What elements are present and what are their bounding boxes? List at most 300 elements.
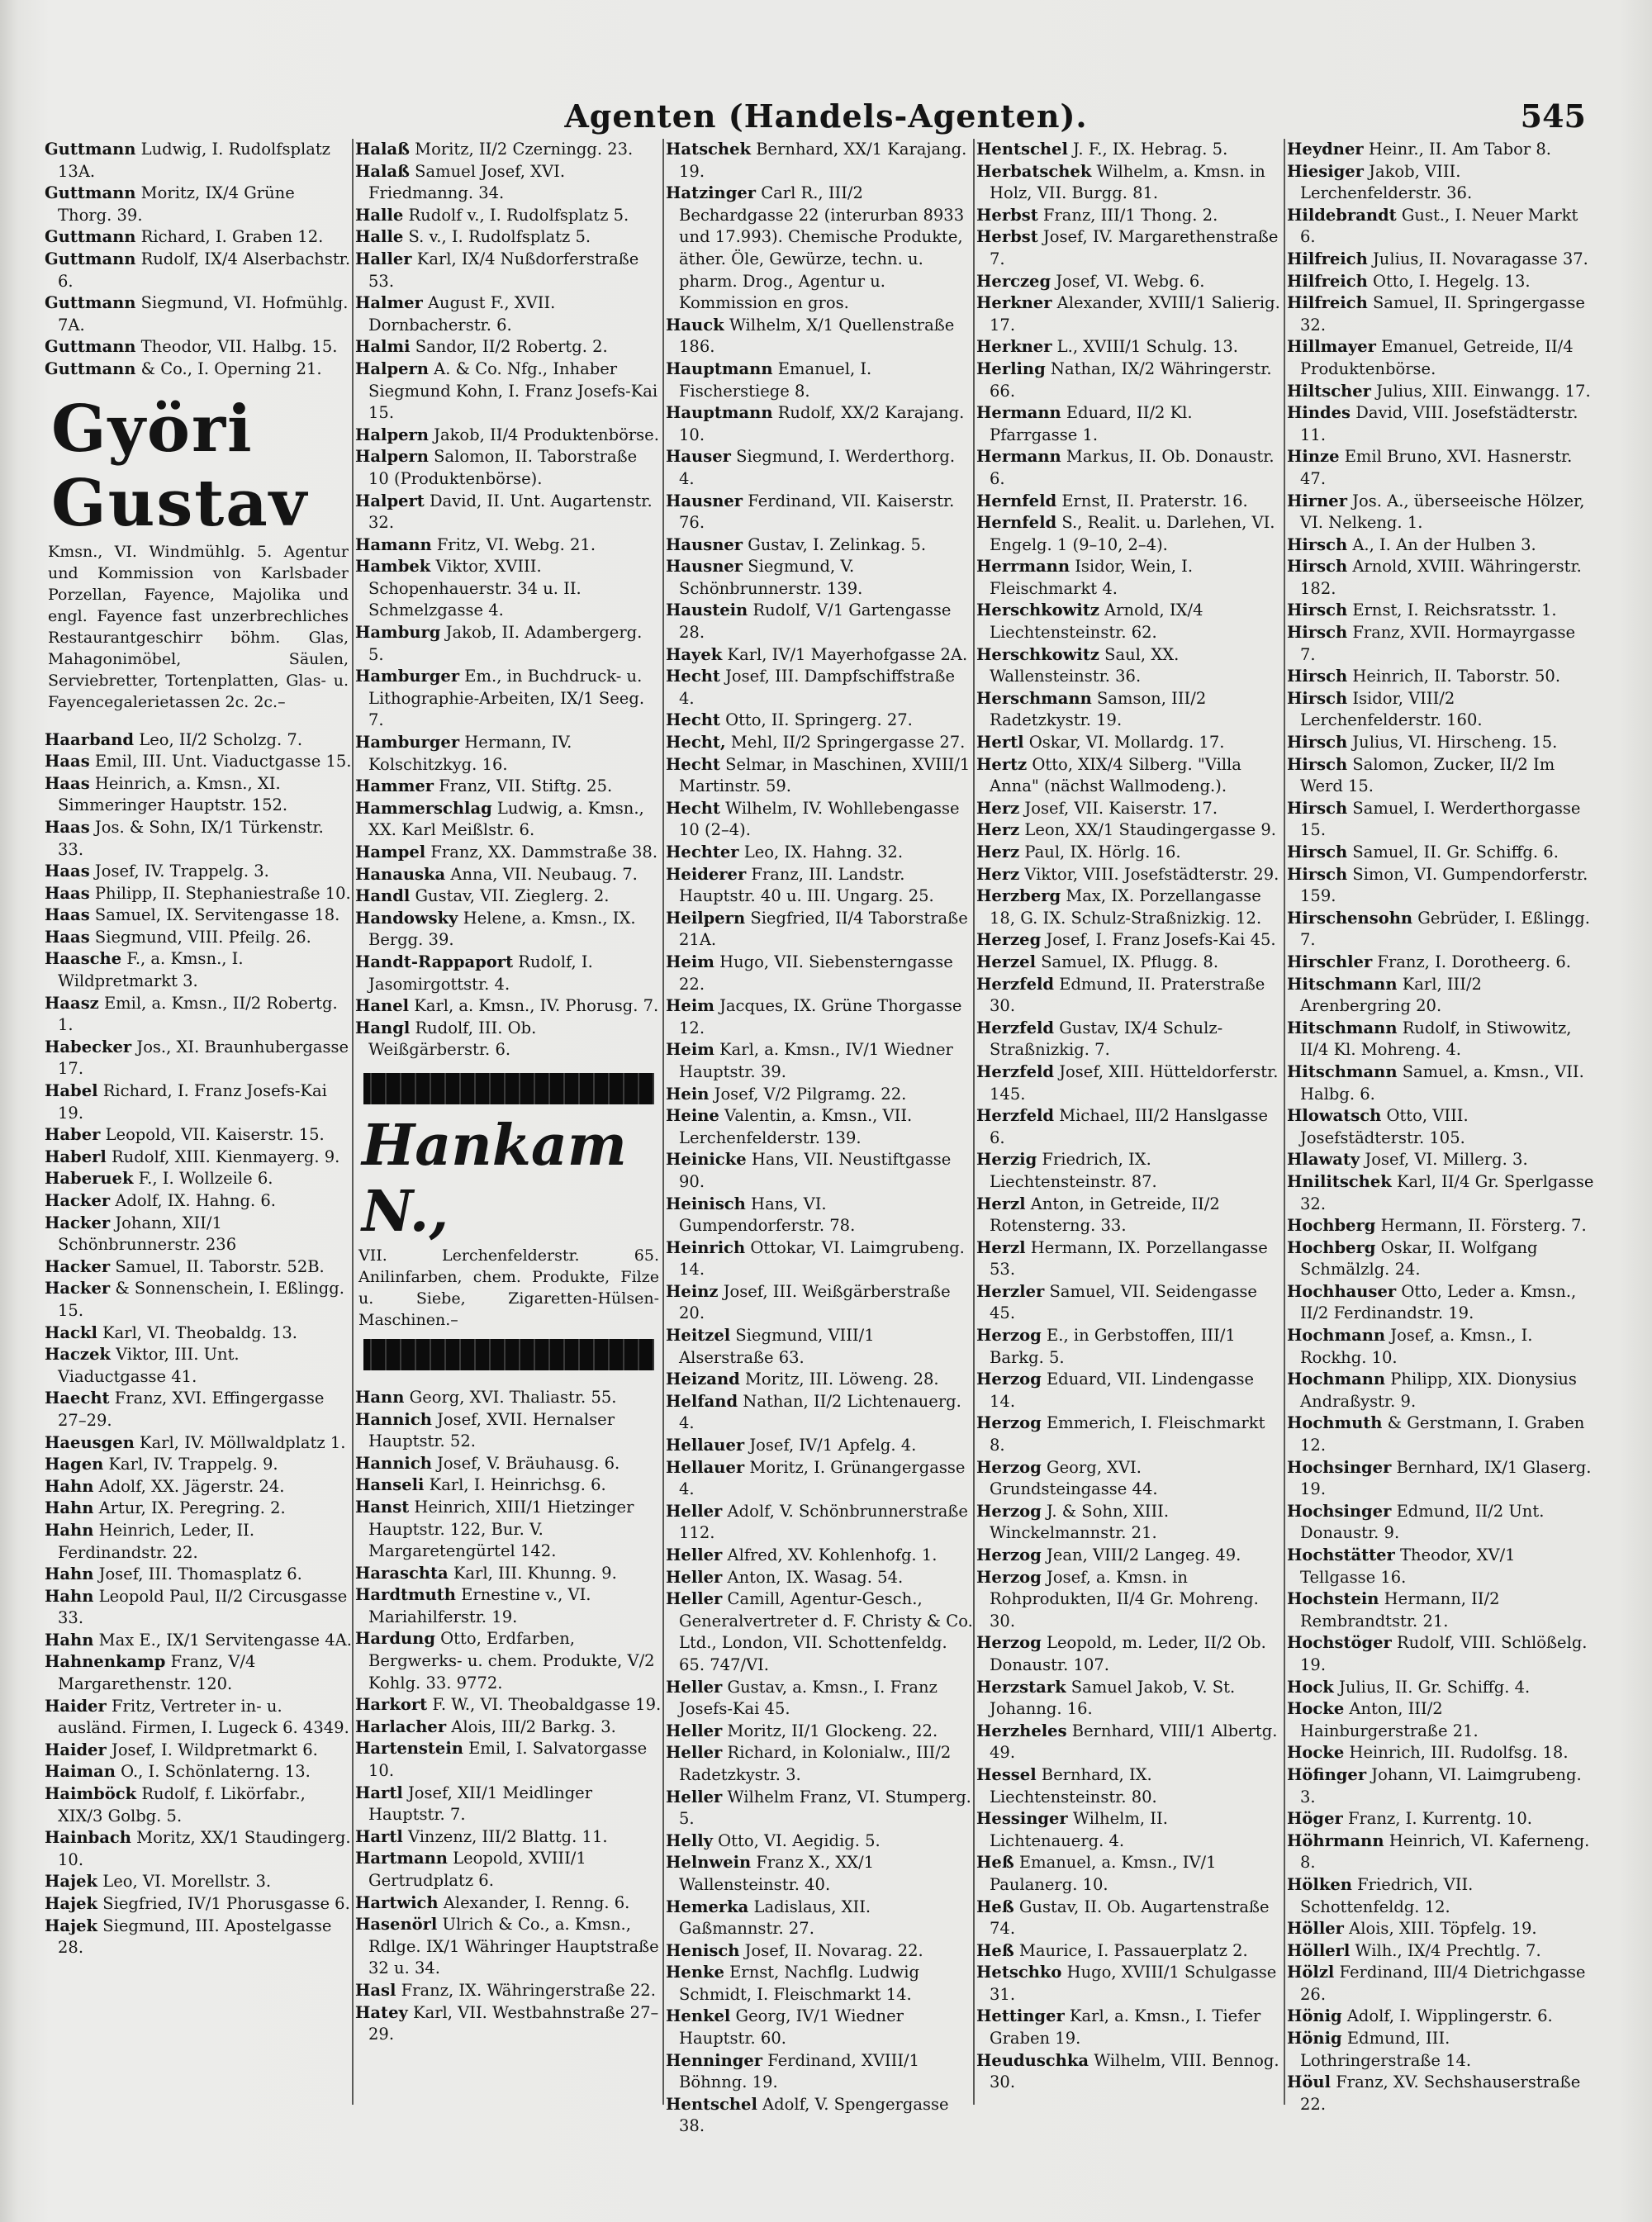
directory-entry: Hönig Edmund, III. Lothringerstraße 14. bbox=[1287, 2029, 1472, 2070]
directory-entry: Hiesiger Jakob, VIII. Lerchenfelderstr. 36. bbox=[1287, 161, 1473, 203]
entry-surname: Heß bbox=[976, 1940, 1014, 1960]
entry-surname: Hilfreich bbox=[1287, 271, 1368, 291]
entry-surname: Herzstark bbox=[976, 1677, 1066, 1697]
directory-entry: Hasl Franz, IX. Währingerstraße 22. bbox=[355, 1980, 656, 2000]
entry-surname: Hausner bbox=[666, 491, 743, 510]
entry-surname: Heim bbox=[666, 1040, 714, 1060]
entry-surname: Hiltscher bbox=[1287, 381, 1371, 401]
directory-entry: Hackl Karl, VI. Theobaldg. 13. bbox=[45, 1322, 297, 1342]
directory-entry: Heinrich Ottokar, VI. Laimgrubeng. 14. bbox=[666, 1237, 965, 1280]
entry-surname: Haller bbox=[355, 249, 412, 268]
directory-entry: Höhrmann Heinrich, VI. Kaferneng. 8. bbox=[1287, 1830, 1590, 1873]
entry-surname: Hilfreich bbox=[1287, 293, 1368, 313]
entry-surname: Guttmann bbox=[45, 358, 136, 378]
directory-entry: Haeusgen Karl, IV. Möllwaldplatz 1. bbox=[45, 1432, 346, 1452]
directory-entry: Hirsch Franz, XVII. Hormayrgasse 7. bbox=[1287, 623, 1575, 664]
entry-surname: Hetschko bbox=[976, 1963, 1062, 1982]
entry-surname: Hanseli bbox=[355, 1475, 425, 1495]
directory-entry: Hirner Jos. A., überseeische Hölzer, VI. Nelkeng. 1. bbox=[1287, 491, 1585, 533]
directory-entry: Hecht Selmar, in Maschinen, XVIII/1 Martinstr. 59. bbox=[666, 754, 971, 796]
entry-surname: Hammer bbox=[355, 776, 434, 796]
directory-entry: Haberuek F., I. Wollzeile 6. bbox=[45, 1169, 273, 1189]
directory-entry: Heller Alfred, XV. Kohlenhofg. 1. bbox=[666, 1545, 938, 1564]
entry-surname: Herzfeld bbox=[976, 1018, 1055, 1037]
entry-surname: Heß bbox=[976, 1897, 1014, 1916]
directory-entry: Hacker Adolf, IX. Hahng. 6. bbox=[45, 1191, 276, 1210]
directory-entry: Henkel Georg, IV/1 Wiedner Hauptstr. 60. bbox=[666, 2006, 904, 2049]
entry-surname: Hertz bbox=[976, 754, 1028, 774]
directory-entry: Hellauer Moritz, I. Grünangergasse 4. bbox=[666, 1457, 966, 1499]
advertisement-text: Kmsn., VI. Windmühlg. 5. Agentur und Kommission von Karlsbader Porzellan, Fayence, Majolika und engl. Fayence fast unzerbrechliches Restaurantgeschirr böhm. Glas, Mahagonimöbel, Säulen, Serviebretter, Tortenplatten, Glas- u. Fayencegalerietassen 2c. 2c.– bbox=[48, 542, 349, 711]
entry-surname: Hasl bbox=[355, 1980, 396, 2000]
entry-surname: Herzberg bbox=[976, 886, 1061, 906]
entry-surname: Herkner bbox=[976, 293, 1052, 313]
directory-entry: Hertz Otto, XIX/4 Silberg. "Villa Anna" (nächst Wallmodeng.). bbox=[976, 754, 1241, 796]
directory-entry: Hellauer Josef, IV/1 Apfelg. 4. bbox=[666, 1436, 917, 1455]
entry-surname: Hernfeld bbox=[976, 491, 1057, 510]
entry-surname: Hirsch bbox=[1287, 864, 1348, 884]
directory-entry: Hochhauser Otto, Leder a. Kmsn., II/2 Ferdinandstr. 19. bbox=[1287, 1281, 1577, 1323]
entry-surname: Herbst bbox=[976, 227, 1038, 247]
entry-surname: Hirsch bbox=[1287, 601, 1348, 620]
directory-entry: Hochstöger Rudolf, VIII. Schlößelg. 19. bbox=[1287, 1633, 1588, 1674]
directory-entry: Guttmann & Co., I. Operning 21. bbox=[45, 358, 322, 378]
directory-entry: Hangl Rudolf, III. Ob. Weißgärberstr. 6. bbox=[355, 1018, 537, 1060]
entry-surname: Herzog bbox=[976, 1326, 1042, 1346]
entry-surname: Hirsch bbox=[1287, 623, 1348, 643]
entry-surname: Hanst bbox=[355, 1497, 410, 1517]
entry-surname: Hellauer bbox=[666, 1457, 745, 1477]
directory-entry: Hermann Markus, II. Ob. Donaustr. 6. bbox=[976, 447, 1275, 488]
directory-entry: Hocke Heinrich, III. Rudolfsg. 18. bbox=[1287, 1743, 1569, 1763]
directory-entry: Guttmann Theodor, VII. Halbg. 15. bbox=[45, 337, 338, 357]
entry-surname: Hannich bbox=[355, 1453, 432, 1473]
directory-entry: Hochsinger Bernhard, IX/1 Glaserg. 19. bbox=[1287, 1457, 1592, 1499]
entry-surname: Höhrmann bbox=[1287, 1830, 1384, 1850]
advertisement-text: VII. Lerchenfelderstr. 65. Anilinfarben, chem. Produkte, Filze u. Siebe, Zigaretten-Hülsen-Maschinen.– bbox=[358, 1246, 659, 1329]
directory-entry: Haarband Leo, II/2 Scholzg. 7. bbox=[45, 729, 303, 749]
directory-entry: Herz Viktor, VIII. Josefstädterstr. 29. bbox=[976, 864, 1279, 884]
directory-entry: Hamburg Jakob, II. Adambergerg. 5. bbox=[355, 623, 643, 664]
directory-entry: Heller Richard, in Kolonialw., III/2 Radetzkystr. 3. bbox=[666, 1743, 952, 1784]
directory-entry: Haecht Franz, XVI. Effingergasse 27–29. bbox=[45, 1389, 325, 1430]
entry-surname: Herzler bbox=[976, 1281, 1045, 1301]
directory-entry: Hamann Fritz, VI. Webg. 21. bbox=[355, 534, 596, 554]
directory-entry: Hirsch Arnold, XVIII. Währingerstr. 182. bbox=[1287, 557, 1582, 598]
directory-entry: Heller Gustav, a. Kmsn., I. Franz Josefs-Kai 45. bbox=[666, 1677, 938, 1719]
directory-entry: Hochstein Hermann, II/2 Rembrandtstr. 21. bbox=[1287, 1589, 1500, 1631]
directory-entry: Hayek Karl, IV/1 Mayerhofgasse 2A. bbox=[666, 644, 968, 664]
directory-entry: Hagen Karl, IV. Trappelg. 9. bbox=[45, 1455, 278, 1474]
entry-surname: Hessel bbox=[976, 1764, 1037, 1784]
directory-entry: Herzog Jean, VIII/2 Langeg. 49. bbox=[976, 1545, 1241, 1564]
entry-surname: Heinz bbox=[666, 1281, 719, 1301]
directory-entry: Hölken Friedrich, VII. Schottenfeldg. 12. bbox=[1287, 1874, 1474, 1916]
directory-entry: Hahn Leopold Paul, II/2 Circusgasse 33. bbox=[45, 1586, 348, 1628]
directory-entry: Herzl Anton, in Getreide, II/2 Rotensterng. 33. bbox=[976, 1194, 1220, 1236]
entry-surname: Haimböck bbox=[45, 1784, 137, 1804]
directory-entry: Heine Valentin, a. Kmsn., VII. Lerchenfelderstr. 139. bbox=[666, 1106, 913, 1147]
directory-entry: Hock Julius, II. Gr. Schiffg. 4. bbox=[1287, 1677, 1531, 1697]
directory-entry: Hilfreich Otto, I. Hegelg. 13. bbox=[1287, 271, 1531, 291]
entry-surname: Hochsinger bbox=[1287, 1457, 1392, 1477]
entry-surname: Guttmann bbox=[45, 337, 136, 357]
directory-entry: Haraschta Karl, III. Khunng. 9. bbox=[355, 1563, 617, 1583]
entry-surname: Herzog bbox=[976, 1457, 1042, 1477]
directory-entry: Heß Maurice, I. Passauerplatz 2. bbox=[976, 1940, 1248, 1960]
entry-surname: Heller bbox=[666, 1677, 723, 1697]
directory-entry: Heller Wilhelm Franz, VI. Stumperg. 5. bbox=[666, 1787, 971, 1829]
entry-surname: Herschkowitz bbox=[976, 644, 1099, 664]
entry-surname: Hirsch bbox=[1287, 688, 1348, 708]
directory-entry: Herkner Alexander, XVIII/1 Salierig. 17. bbox=[976, 293, 1280, 335]
directory-entry: Hillmayer Emanuel, Getreide, II/4 Produktenbörse. bbox=[1287, 337, 1574, 378]
advertisement-block bbox=[48, 392, 349, 713]
entry-surname: Haasche bbox=[45, 949, 122, 969]
directory-entry: Halmer August F., XVII. Dornbacherstr. 6. bbox=[355, 293, 556, 335]
entry-surname: Hildebrandt bbox=[1287, 205, 1397, 225]
directory-entry: Hausner Ferdinand, VII. Kaiserstr. 76. bbox=[666, 491, 955, 533]
directory-entry: Heinz Josef, III. Weißgärberstraße 20. bbox=[666, 1281, 951, 1323]
entry-surname: Guttmann bbox=[45, 249, 136, 268]
entry-surname: Hanauska bbox=[355, 864, 446, 884]
directory-entry: Hasenörl Ulrich & Co., a. Kmsn., Rdlge. IX/1 Währinger Hauptstraße 32 u. 34. bbox=[355, 1915, 659, 1978]
entry-surname: Hangl bbox=[355, 1018, 411, 1037]
entry-surname: Hentschel bbox=[666, 2094, 757, 2114]
directory-entry: Hirsch Julius, VI. Hirscheng. 15. bbox=[1287, 733, 1558, 753]
directory-entry: Hartwich Alexander, I. Renng. 6. bbox=[355, 1892, 630, 1912]
ornament-bar bbox=[363, 1073, 654, 1104]
directory-entry: Guttmann Moritz, IX/4 Grüne Thorg. 39. bbox=[45, 183, 295, 225]
directory-entry: Guttmann Richard, I. Graben 12. bbox=[45, 227, 324, 247]
entry-surname: Hiesiger bbox=[1287, 161, 1364, 181]
directory-entry: Heizand Moritz, III. Löweng. 28. bbox=[666, 1370, 939, 1389]
directory-entry: Haasz Emil, a. Kmsn., II/2 Robertg. 1. bbox=[45, 993, 338, 1035]
directory-entry: Höul Franz, XV. Sechshauserstraße 22. bbox=[1287, 2072, 1581, 2114]
entry-surname: Herzig bbox=[976, 1150, 1037, 1170]
entry-surname: Hacker bbox=[45, 1256, 111, 1276]
entry-surname: Hambek bbox=[355, 557, 431, 577]
entry-surname: Heiderer bbox=[666, 864, 747, 884]
entry-surname: Höger bbox=[1287, 1809, 1343, 1829]
directory-entry: Hetschko Hugo, XVIII/1 Schulgasse 31. bbox=[976, 1963, 1277, 2004]
entry-surname: Hacker bbox=[45, 1191, 111, 1210]
entry-surname: Hocke bbox=[1287, 1743, 1345, 1763]
entry-surname: Höfinger bbox=[1287, 1764, 1367, 1784]
directory-entry: Hinze Emil Bruno, XVI. Hasnerstr. 47. bbox=[1287, 447, 1573, 488]
entry-surname: Henninger bbox=[666, 2050, 763, 2070]
advertisement-name: Györi Gustav bbox=[51, 391, 309, 541]
directory-entry: Heß Emanuel, a. Kmsn., IV/1 Paulanerg. 10. bbox=[976, 1853, 1217, 1894]
entry-surname: Hirsch bbox=[1287, 534, 1348, 554]
directory-entry: Herz Leon, XX/1 Staudingergasse 9. bbox=[976, 820, 1276, 840]
entry-surname: Herzfeld bbox=[976, 974, 1055, 994]
directory-entry: Halpern Jakob, II/4 Produktenbörse. bbox=[355, 425, 659, 444]
entry-surname: Hilfreich bbox=[1287, 249, 1368, 268]
directory-entry: Hilfreich Julius, II. Novaragasse 37. bbox=[1287, 249, 1588, 268]
entry-surname: Hellauer bbox=[666, 1436, 745, 1455]
directory-entry: Hemerka Ladislaus, XII. Gaßmannstr. 27. bbox=[666, 1897, 871, 1939]
entry-surname: Herzog bbox=[976, 1413, 1042, 1433]
entry-surname: Herzl bbox=[976, 1194, 1026, 1213]
entry-surname: Haberl bbox=[45, 1147, 107, 1166]
entry-surname: Hochstein bbox=[1287, 1589, 1379, 1609]
entry-surname: Herbst bbox=[976, 205, 1038, 225]
directory-entry: Herling Nathan, IX/2 Währingerstr. 66. bbox=[976, 358, 1272, 401]
entry-surname: Hessinger bbox=[976, 1809, 1068, 1829]
entry-surname: Haas bbox=[45, 883, 90, 903]
directory-entry: Hajek Siegfried, IV/1 Phorusgasse 6. bbox=[45, 1894, 350, 1913]
entry-surname: Herrmann bbox=[976, 557, 1070, 577]
directory-entry: Hochberg Oskar, II. Wolfgang Schmälzlg. 24. bbox=[1287, 1237, 1538, 1280]
entry-surname: Hampel bbox=[355, 843, 426, 862]
entry-surname: Hinze bbox=[1287, 447, 1340, 467]
directory-entry: Herbst Josef, IV. Margarethenstraße 7. bbox=[976, 227, 1279, 268]
entry-surname: Heuduschka bbox=[976, 2050, 1089, 2070]
directory-entry: Hildebrandt Gust., I. Neuer Markt 6. bbox=[1287, 205, 1578, 247]
entry-surname: Heller bbox=[666, 1567, 723, 1587]
entry-surname: Hackl bbox=[45, 1322, 97, 1342]
entry-surname: Guttmann bbox=[45, 227, 136, 247]
directory-entry: Halpert David, II. Unt. Augartenstr. 32. bbox=[355, 491, 653, 533]
directory-entry: Herzfeld Edmund, II. Praterstraße 30. bbox=[976, 974, 1265, 1016]
entry-surname: Hentschel bbox=[976, 140, 1068, 159]
entry-surname: Heinicke bbox=[666, 1150, 747, 1170]
entry-surname: Hermann bbox=[976, 403, 1061, 423]
entry-surname: Harkort bbox=[355, 1695, 428, 1715]
directory-entry: Herzog Emmerich, I. Fleischmarkt 8. bbox=[976, 1413, 1265, 1455]
directory-entry: Habecker Jos., XI. Braunhubergasse 17. bbox=[45, 1037, 349, 1079]
entry-surname: Hamann bbox=[355, 534, 432, 554]
entry-surname: Guttmann bbox=[45, 140, 136, 159]
entry-surname: Haraschta bbox=[355, 1563, 449, 1583]
entry-surname: Hahn bbox=[45, 1476, 94, 1496]
entry-surname: Herzog bbox=[976, 1501, 1042, 1521]
entry-surname: Hölken bbox=[1287, 1874, 1352, 1894]
entry-surname: Herzog bbox=[976, 1567, 1042, 1587]
entry-surname: Helly bbox=[666, 1830, 713, 1850]
directory-entry: Hann Georg, XVI. Thaliastr. 55. bbox=[355, 1387, 617, 1407]
entry-surname: Halpern bbox=[355, 425, 429, 444]
entry-surname: Hirschler bbox=[1287, 952, 1373, 971]
directory-entry: Hahn Max E., IX/1 Servitengasse 4A. bbox=[45, 1630, 352, 1650]
directory-entry: Hindes David, VIII. Josefstädterstr. 11. bbox=[1287, 403, 1578, 444]
directory-entry: Heitzel Siegmund, VIII/1 Alserstraße 63. bbox=[666, 1326, 875, 1367]
directory-entry: Herzfeld Josef, XIII. Hütteldorferstr. 145. bbox=[976, 1061, 1279, 1104]
entry-surname: Henkel bbox=[666, 2006, 731, 2026]
entry-surname: Hochberg bbox=[1287, 1237, 1376, 1257]
entry-surname: Hitschmann bbox=[1287, 1061, 1398, 1081]
directory-entry: Hirsch Samuel, I. Werderthorgasse 15. bbox=[1287, 798, 1581, 840]
directory-entry: Harlacher Alois, III/2 Barkg. 3. bbox=[355, 1716, 616, 1736]
entry-surname: Hitschmann bbox=[1287, 974, 1398, 994]
entry-surname: Halaß bbox=[355, 161, 410, 181]
directory-entry: Herz Paul, IX. Hörlg. 16. bbox=[976, 843, 1181, 862]
entry-surname: Herz bbox=[976, 820, 1020, 840]
directory-entry: Hermann Eduard, II/2 Kl. Pfarrgasse 1. bbox=[976, 403, 1193, 444]
entry-surname: Hannich bbox=[355, 1409, 432, 1429]
directory-entry: Hahn Artur, IX. Peregring. 2. bbox=[45, 1498, 286, 1518]
entry-surname: Hahn bbox=[45, 1498, 94, 1518]
entry-surname: Herz bbox=[976, 843, 1020, 862]
directory-entry: Hitschmann Karl, III/2 Arenbergring 20. bbox=[1287, 974, 1482, 1016]
directory-entry: Hentschel Adolf, V. Spengergasse 38. bbox=[666, 2094, 949, 2136]
entry-surname: Hauptmann bbox=[666, 403, 773, 423]
entry-surname: Hayek bbox=[666, 644, 723, 664]
entry-surname: Hillmayer bbox=[1287, 337, 1376, 357]
entry-surname: Hirsch bbox=[1287, 667, 1348, 686]
entry-surname: Guttmann bbox=[45, 183, 136, 203]
entry-surname: Haider bbox=[45, 1740, 107, 1759]
entry-surname: Hein bbox=[666, 1084, 710, 1104]
entry-surname: Halpern bbox=[355, 358, 429, 378]
entry-surname: Heydner bbox=[1287, 140, 1364, 159]
entry-surname: Haeusgen bbox=[45, 1432, 135, 1452]
directory-entry: Halmi Sandor, II/2 Robertg. 2. bbox=[355, 337, 608, 357]
entry-surname: Haustein bbox=[666, 601, 748, 620]
entry-surname: Hirsch bbox=[1287, 754, 1348, 774]
directory-entry: Herbst Franz, III/1 Thong. 2. bbox=[976, 205, 1218, 225]
directory-entry: Herzfeld Michael, III/2 Hanslgasse 6. bbox=[976, 1106, 1269, 1147]
directory-entry: Hacker & Sonnenschein, I. Eßlingg. 15. bbox=[45, 1279, 344, 1320]
directory-entry: Hecht Josef, III. Dampfschiffstraße 4. bbox=[666, 667, 956, 708]
directory-entry: Hahn Adolf, XX. Jägerstr. 24. bbox=[45, 1476, 285, 1496]
directory-entry: Hajek Leo, VI. Morellstr. 3. bbox=[45, 1872, 272, 1892]
entry-surname: Hochstätter bbox=[1287, 1545, 1395, 1564]
directory-entry: Haustein Rudolf, V/1 Gartengasse 28. bbox=[666, 601, 952, 643]
entry-surname: Heller bbox=[666, 1787, 723, 1807]
directory-entry: Handt-Rappaport Rudolf, I. Jasomirgottstr. 4. bbox=[355, 952, 593, 994]
directory-entry: Hahnenkamp Franz, V/4 Margarethenstr. 120. bbox=[45, 1652, 256, 1694]
entry-surname: Heim bbox=[666, 996, 714, 1016]
entry-surname: Hahn bbox=[45, 1586, 94, 1606]
entry-surname: Hernfeld bbox=[976, 513, 1057, 533]
directory-entry: Hecht Otto, II. Springerg. 27. bbox=[666, 710, 913, 730]
directory-entry: Haas Philipp, II. Stephaniestraße 10. bbox=[45, 883, 351, 903]
directory-entry: Hardung Otto, Erdfarben, Bergwerks- u. chem. Produkte, V/2 Kohlg. 33. 9772. bbox=[355, 1629, 655, 1693]
entry-surname: Haas bbox=[45, 862, 90, 881]
directory-entry: Hecht, Mehl, II/2 Springergasse 27. bbox=[666, 733, 966, 753]
entry-surname: Halpern bbox=[355, 447, 429, 467]
entry-surname: Habel bbox=[45, 1081, 98, 1101]
directory-entry: Hartl Josef, XII/1 Meidlinger Hauptstr. 7. bbox=[355, 1783, 593, 1825]
entry-surname: Hahnenkamp bbox=[45, 1652, 166, 1672]
entry-surname: Haberuek bbox=[45, 1169, 134, 1189]
directory-entry: Guttmann Rudolf, IX/4 Alserbachstr. 6. bbox=[45, 249, 351, 291]
entry-surname: Hocke bbox=[1287, 1699, 1345, 1719]
entry-surname: Herz bbox=[976, 798, 1020, 818]
entry-surname: Hajek bbox=[45, 1916, 98, 1935]
entry-surname: Hindes bbox=[1287, 403, 1351, 423]
entry-surname: Heinisch bbox=[666, 1194, 746, 1213]
directory-entry: Hernfeld Ernst, II. Praterstr. 16. bbox=[976, 491, 1248, 510]
entry-surname: Hausner bbox=[666, 557, 743, 577]
entry-surname: Heitzel bbox=[666, 1326, 731, 1346]
page-number: 545 bbox=[1520, 97, 1586, 135]
directory-entry: Herzstark Samuel Jakob, V. St. Johanng. 16. bbox=[976, 1677, 1236, 1719]
directory-entry: Hnilitschek Karl, II/4 Gr. Sperlgasse 32. bbox=[1287, 1171, 1594, 1213]
entry-surname: Habecker bbox=[45, 1037, 132, 1056]
directory-entry: Haas Jos. & Sohn, IX/1 Türkenstr. 33. bbox=[45, 817, 324, 859]
directory-entry: Höfinger Johann, VI. Laimgrubeng. 3. bbox=[1287, 1764, 1582, 1807]
entry-surname: Herbatschek bbox=[976, 161, 1092, 181]
entry-surname: Heller bbox=[666, 1589, 723, 1609]
entry-surname: Hauser bbox=[666, 447, 731, 467]
entry-surname: Handowsky bbox=[355, 908, 458, 928]
entry-surname: Hlawaty bbox=[1287, 1150, 1360, 1170]
entry-surname: Halmi bbox=[355, 337, 411, 357]
entry-surname: Hagen bbox=[45, 1455, 104, 1474]
directory-entry: Halle Rudolf v., I. Rudolfsplatz 5. bbox=[355, 205, 629, 225]
entry-surname: Hecht bbox=[666, 667, 720, 686]
directory-entry: Herbatschek Wilhelm, a. Kmsn. in Holz, VII. Burgg. 81. bbox=[976, 161, 1265, 203]
entry-surname: Harlacher bbox=[355, 1716, 447, 1736]
directory-entry: Hochstätter Theodor, XV/1 Tellgasse 16. bbox=[1287, 1545, 1516, 1587]
entry-surname: Guttmann bbox=[45, 293, 136, 313]
entry-surname: Hölzl bbox=[1287, 1963, 1335, 1982]
entry-surname: Höul bbox=[1287, 2072, 1332, 2092]
directory-entry: Harkort F. W., VI. Theobaldgasse 19. bbox=[355, 1695, 662, 1715]
entry-surname: Handt-Rappaport bbox=[355, 952, 514, 971]
entry-surname: Heß bbox=[976, 1853, 1014, 1873]
directory-entry: Hambek Viktor, XVIII. Schopenhauerstr. 34 u. II. Schmelzgasse 4. bbox=[355, 557, 582, 620]
entry-surname: Hönig bbox=[1287, 2006, 1342, 2026]
directory-entry: Hardtmuth Ernestine v., VI. Mariahilferstr. 19. bbox=[355, 1585, 591, 1626]
entry-surname: Haczek bbox=[45, 1345, 111, 1365]
directory-entry: Herkner L., XVIII/1 Schulg. 13. bbox=[976, 337, 1239, 357]
entry-surname: Hahn bbox=[45, 1564, 94, 1584]
directory-entry: Hertl Oskar, VI. Mollardg. 17. bbox=[976, 733, 1225, 753]
directory-entry: Haber Leopold, VII. Kaiserstr. 15. bbox=[45, 1125, 325, 1145]
entry-surname: Hanel bbox=[355, 996, 410, 1016]
entry-surname: Hermann bbox=[976, 447, 1061, 467]
entry-surname: Herzheles bbox=[976, 1721, 1067, 1740]
directory-entry: Haas Siegmund, VIII. Pfeilg. 26. bbox=[45, 927, 311, 947]
directory-entry: Herschkowitz Arnold, IX/4 Liechtensteinstr. 62. bbox=[976, 601, 1203, 643]
ornament-bar bbox=[363, 1339, 654, 1370]
advertisement-block bbox=[358, 1073, 659, 1370]
entry-surname: Hochsinger bbox=[1287, 1501, 1392, 1521]
entry-surname: Hatzinger bbox=[666, 183, 757, 203]
directory-entry: Guttmann Siegmund, VI. Hofmühlg. 7A. bbox=[45, 293, 349, 335]
entry-surname: Hasenörl bbox=[355, 1915, 438, 1935]
directory-entry: Hatzinger Carl R., III/2 Bechardgasse 22 (interurban 8933 und 17.993). Chemische Produkte, äther. Öle, Gewürze, techn. u. pharm. Drog., Agentur u. Kommission en gros. bbox=[666, 183, 965, 313]
directory-entry: Halaß Moritz, II/2 Czerningg. 23. bbox=[355, 140, 634, 159]
entry-surname: Herzeg bbox=[976, 930, 1042, 950]
entry-surname: Herzl bbox=[976, 1237, 1026, 1257]
directory-entry: Herrmann Isidor, Wein, I. Fleischmarkt 4. bbox=[976, 557, 1194, 598]
directory-entry: Hirschensohn Gebrüder, I. Eßlingg. 7. bbox=[1287, 908, 1590, 950]
directory-entry: Heiderer Franz, III. Landstr. Hauptstr. 40 u. III. Ungarg. 25. bbox=[666, 864, 934, 906]
directory-entry: Hartenstein Emil, I. Salvatorgasse 10. bbox=[355, 1739, 648, 1781]
entry-surname: Halle bbox=[355, 205, 404, 225]
directory-entry: Hartmann Leopold, XVIII/1 Gertrudplatz 6. bbox=[355, 1849, 586, 1890]
directory-entry: Heilpern Siegfried, II/4 Taborstraße 21A. bbox=[666, 908, 968, 950]
entry-surname: Herzfeld bbox=[976, 1106, 1055, 1126]
directory-entry: Hochmuth & Gerstmann, I. Graben 12. bbox=[1287, 1413, 1585, 1455]
directory-entry: Hahn Heinrich, Leder, II. Ferdinandstr. 22. bbox=[45, 1520, 255, 1562]
entry-surname: Hochhauser bbox=[1287, 1281, 1397, 1301]
entry-surname: Halle bbox=[355, 227, 404, 247]
directory-entry: Herzig Friedrich, IX. Liechtensteinstr. 87. bbox=[976, 1150, 1157, 1191]
entry-surname: Hacker bbox=[45, 1279, 111, 1299]
directory-entry: Helnwein Franz X., XX/1 Wallensteinstr. 40. bbox=[666, 1853, 875, 1894]
directory-entry: Heller Anton, IX. Wasag. 54. bbox=[666, 1567, 904, 1587]
directory-entry: Haasche F., a. Kmsn., I. Wildpretmarkt 3. bbox=[45, 949, 244, 991]
directory-entry: Hessinger Wilhelm, II. Lichtenauerg. 4. bbox=[976, 1809, 1168, 1850]
entry-surname: Heine bbox=[666, 1106, 719, 1126]
entry-surname: Hainbach bbox=[45, 1828, 131, 1848]
